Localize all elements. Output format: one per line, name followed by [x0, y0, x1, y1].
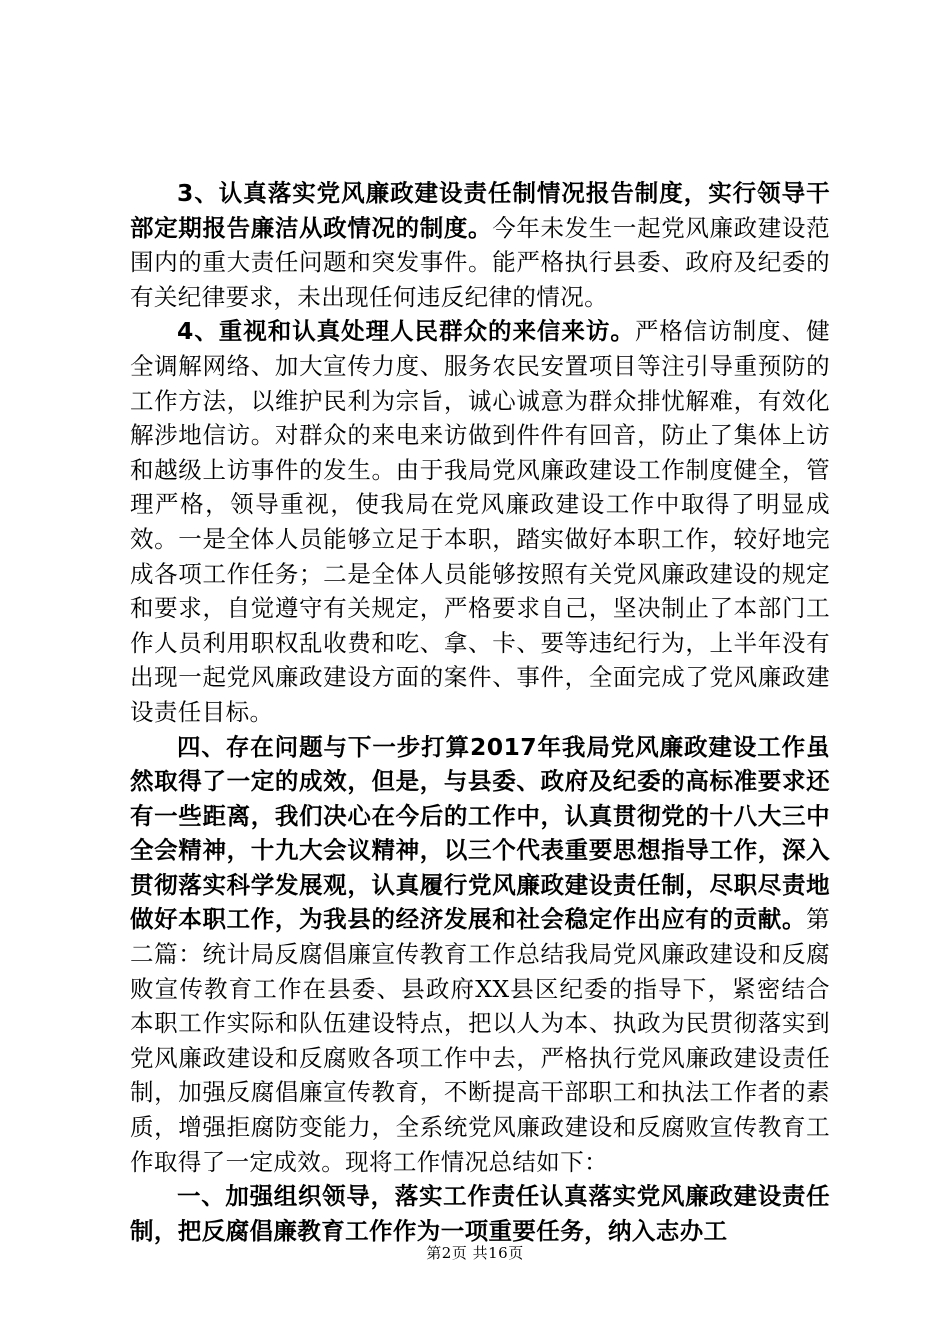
- paragraph-lead: 4、重视和认真处理人民群众的来信来访。: [177, 317, 635, 346]
- paragraph-3: [130, 730, 830, 1180]
- paragraph-text: 严格信访制度、健全调解网络、加大宣传力度、服务农民安置项目等注引导重预防的工作方法，以维护民利为宗旨，诚心诚意为群众排忧解难，有效化解涉地信访。对群众的来电来访做到件件有回音，防止了集体上访和越级上访事件的发生。由于我局党风廉政建设工作制度健全，管理严格，领导重视，使我局在党风廉政建设工作中取得了明显成效。一是全体人员能够立足于本职，踏实做好本职工作，较好地完成各项工作任务；二是全体人员能够按照有关党风廉政建设的规定和要求，自觉遵守有关规定，严格要求自己，坚决制止了本部门工作人员利用职权乱收费和吃、拿、卡、要等违纪行为，上半年没有出现一起党风廉政建设方面的案件、事件，全面完成了党风廉政建设责任目标。: [130, 317, 831, 726]
- paragraph-2: [130, 314, 830, 729]
- paragraph-text: 第二篇：统计局反腐倡廉宣传教育工作总结我局党风廉政建设和反腐败宣传教育工作在县委、县政府XX县区纪委的指导下，紧密结合本职工作实际和队伍建设特点，把以人为本、执政为民贯彻落实到党风廉政建设和反腐败各项工作中去，严格执行党风廉政建设责任制，加强反腐倡廉宣传教育，不断提高干部职工和执法工作者的素质，增强拒腐防变能力，全系统党风廉政建设和反腐败宣传教育工作取得了一定成效。现将工作情况总结如下：: [130, 905, 830, 1176]
- paragraph-lead: 一、加强组织领导，落实工作责任认真落实党风廉政建设责任制，把反腐倡廉教育工作作为一项重要任务，纳入志办工: [130, 1182, 830, 1245]
- document-body: [130, 176, 830, 1248]
- paragraph-text: 今年未发生一起党风廉政建设范围内的重大责任问题和突发事件。能严格执行县委、政府及纪委的有关纪律要求，未出现任何违反纪律的情况。: [130, 213, 831, 311]
- page-number-footer: 第2页 共16页: [426, 1244, 524, 1262]
- paragraph-1: [130, 176, 830, 314]
- paragraph-4: [130, 1179, 830, 1248]
- paragraph-lead: 四、存在问题与下一步打算2017年我局党风廉政建设工作虽然取得了一定的成效，但是，与县委、政府及纪委的高标准要求还有一些距离，我们决心在今后的工作中，认真贯彻党的十八大三中全会精神，十九大会议精神，以三个代表重要思想指导工作，深入贯彻落实科学发展观，认真履行党风廉政建设责任制，尽职尽责地做好本职工作，为我县的经济发展和社会稳定作出应有的贡献。: [130, 732, 830, 934]
- paragraph-lead: 3、认真落实党风廉政建设责任制情况报告制度，实行领导干部定期报告廉洁从政情况的制度。: [130, 179, 830, 242]
